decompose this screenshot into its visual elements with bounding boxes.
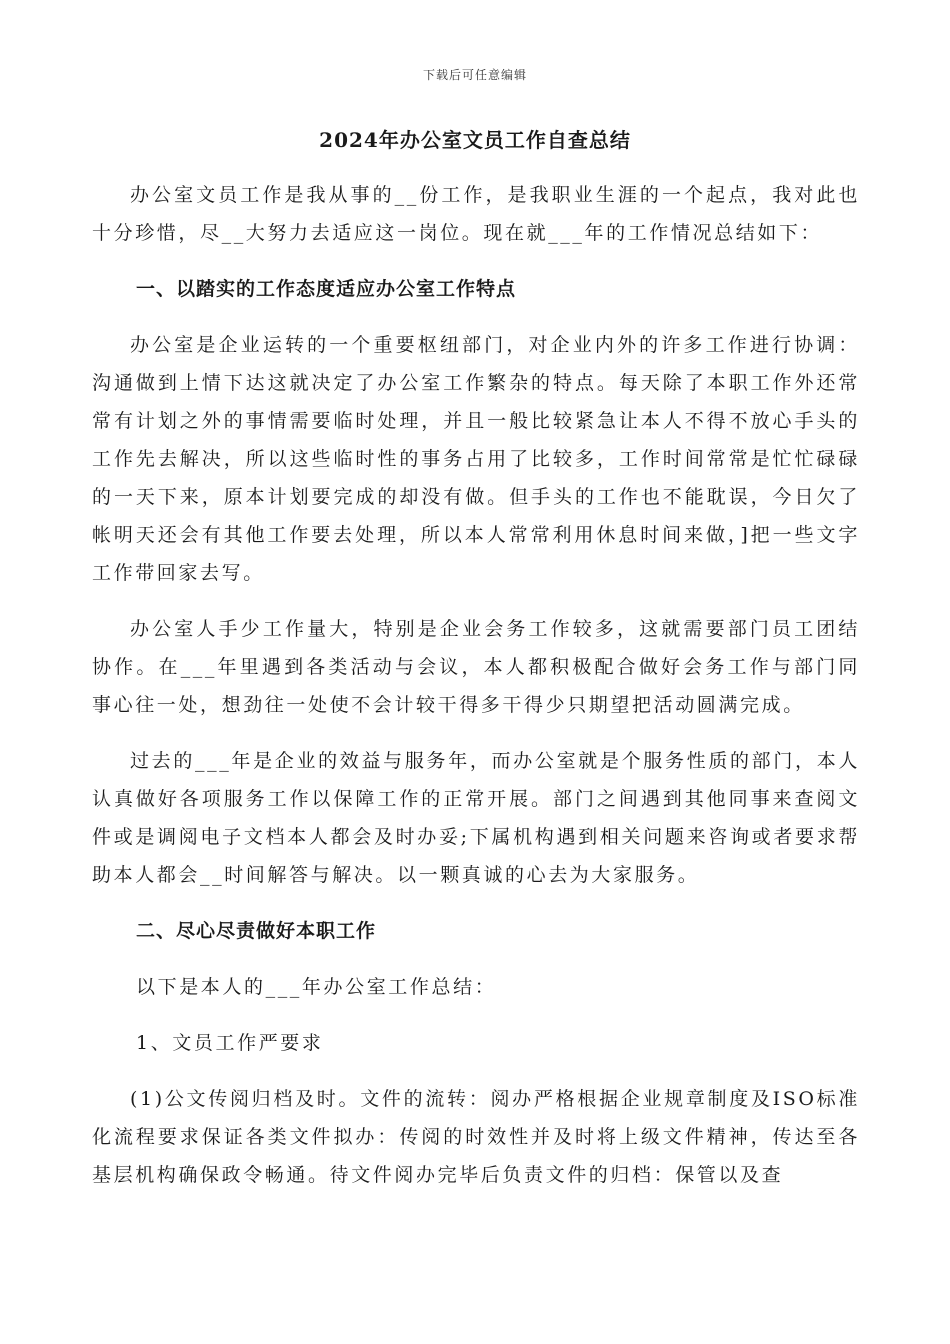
paragraph-2: 办公室人手少工作量大，特别是企业会务工作较多，这就需要部门员工团结协作。在___年里遇到各类活动与会议，本人都积极配合做好会务工作与部门同事心往一处，想劲往一处使不会计较干得多干得少只期望把活动圆满完成。	[92, 618, 860, 716]
paragraph-4: 以下是本人的___年办公室工作总结：	[136, 976, 497, 998]
paragraph-3: 过去的___年是企业的效益与服务年，而办公室就是个服务性质的部门，本人认真做好各项服务工作以保障工作的正常开展。部门之间遇到其他同事来查阅文件或是调阅电子文档本人都会及时办妥;下属机构遇到相关问题来咨询或者要求帮助本人都会__时间解答与解决。以一颗真诚的心去为大家服务。	[92, 750, 860, 886]
list-item-1: 1、文员工作严要求	[136, 1032, 324, 1054]
paragraph-1: 办公室是企业运转的一个重要枢纽部门，对企业内外的许多工作进行协调：沟通做到上情下达这就决定了办公室工作繁杂的特点。每天除了本职工作外还常常有计划之外的事情需要临时处理，并且一般比较紧急让本人不得不放心手头的工作先去解决，所以这些临时性的事务占用了比较多，工作时间常常是忙忙碌碌的一天下来，原本计划要完成的却没有做。但手头的工作也不能耽误，今日欠了帐明天还会有其他工作要去处理，所以本人常常利用休息时间来做，]把一些文字工作带回家去写。	[92, 334, 860, 584]
header-note: 下载后可任意编辑	[422, 68, 527, 82]
section-heading-1: 一、以踏实的工作态度适应办公室工作特点	[136, 278, 517, 300]
document-title: 2024年办公室文员工作自查总结	[319, 128, 631, 152]
document-body	[92, 176, 860, 1212]
paragraph-5: (1)公文传阅归档及时。文件的流转：阅办严格根据企业规章制度及ISO标准化流程要求保证各类文件拟办：传阅的时效性并及时将上级文件精神，传达至各基层机构确保政令畅通。待文件阅办完毕后负责文件的归档：保管以及查	[92, 1088, 860, 1186]
intro-paragraph: 办公室文员工作是我从事的__份工作，是我职业生涯的一个起点，我对此也十分珍惜，尽__大努力去适应这一岗位。现在就___年的工作情况总结如下：	[92, 184, 860, 244]
section-heading-2: 二、尽心尽责做好本职工作	[136, 920, 377, 942]
